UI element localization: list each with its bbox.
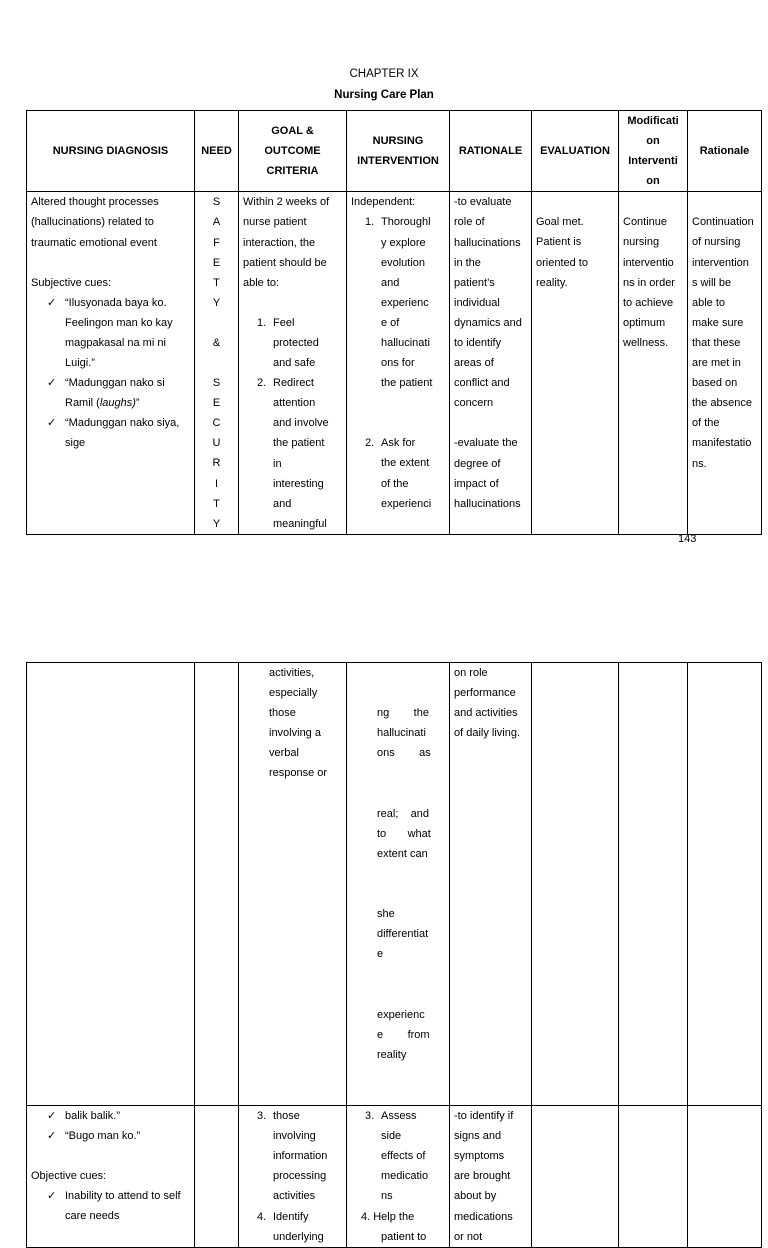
page-number: 143 (678, 533, 697, 545)
table-row (27, 192, 762, 535)
rationale-2-cell (688, 1106, 762, 1248)
header-need: NEED (195, 111, 239, 192)
table-row (27, 663, 762, 1106)
header-nursing-diagnosis: NURSING DIAGNOSIS (27, 111, 195, 192)
need-cell (195, 1106, 239, 1248)
modification-cell (619, 1106, 688, 1248)
check-icon: ✓ (47, 296, 57, 309)
chapter-heading: CHAPTER IX (349, 68, 419, 80)
rationale-2-cell: Continuation of nursing intervention s will be able to make sure that these are met in based on the absence of the manifestatio ns. (688, 192, 762, 535)
rationale-cell: -to identify if signs and symptoms are brought about by medications or not (450, 1106, 532, 1248)
objective-cues-label: Objective cues: (31, 1170, 107, 1183)
cue-item: ✓ balik balik.” (47, 1106, 190, 1126)
goal-cell (239, 1106, 347, 1248)
modification-cell (619, 663, 688, 1106)
rationale-cell: on role performance and activities of daily living. (450, 663, 532, 1106)
header-goal: GOAL & OUTCOME CRITERIA (239, 111, 347, 192)
goal-cell: activities, especially those involving a verbal response or (239, 663, 347, 1106)
evaluation-cell (532, 1106, 619, 1248)
nursing-care-plan-table (26, 110, 762, 535)
goal-cell: Within 2 weeks of nurse patient interaction, the patient should be able to: 1. Feel protected and safe 2. Redirect attention and involve the patient in interesting and meaningful (239, 192, 347, 535)
intervention-cell: ng the hallucinati ons as real; and to what extent can she differentiat e experienc e from reality (347, 663, 450, 1106)
check-icon: ✓ (47, 377, 57, 390)
cue-item: ✓ “Madunggan nako si Ramil (laughs)” (47, 373, 190, 413)
check-icon: ✓ (47, 417, 57, 430)
goal-item: 4. Identify underlying (257, 1210, 324, 1243)
header-intervention: NURSING INTERVENTION (347, 111, 450, 192)
cue-item: ✓ “Ilusyonada baya ko. Feelingon man ko kay magpakasal na mi ni Luigi.” (47, 293, 190, 373)
goal-item: 2. Redirect attention and involve the patient in interesting and meaningful (257, 377, 329, 530)
check-icon: ✓ (47, 1110, 57, 1123)
check-icon: ✓ (47, 1130, 57, 1143)
need-cell: S A F E T Y & S E C U R I T Y (195, 192, 239, 535)
intervention-cell: Independent: 1. Thoroughl y explore evolution and experienc e of hallucinati ons for the patient 2. Ask for the extent of the experienci (347, 192, 450, 535)
nursing-care-plan-table-continued (26, 662, 762, 1248)
modification-cell: Continue nursing interventio ns in order to achieve optimum wellness. (619, 192, 688, 535)
diagnosis-cell (27, 663, 195, 1106)
cue-item: ✓ Inability to attend to self care needs (47, 1186, 190, 1226)
table-header-row (27, 111, 762, 192)
goal-item: 3. those involving information processing activities (257, 1110, 328, 1203)
intervention-cell (347, 1106, 450, 1248)
evaluation-cell: Goal met. Patient is oriented to reality. (532, 192, 619, 535)
intervention-item: 4. Help the patient to (361, 1210, 427, 1243)
header-rationale: RATIONALE (450, 111, 532, 192)
cue-item: ✓ “Madunggan nako siya, sige (47, 413, 190, 453)
header-modification: Modificati on Interventi on (619, 111, 688, 192)
cue-item: ✓ “Bugo man ko.” (47, 1126, 190, 1146)
subjective-cues-label: Subjective cues: (31, 276, 112, 289)
rationale-cell: -to evaluate role of hallucinations in the patient’s individual dynamics and to identify areas of conflict and concern -evaluate the degree of impact of hallucinations (450, 192, 532, 535)
intervention-item: 1. Thoroughl y explore evolution and experienc e of hallucinati ons for the patient (365, 216, 433, 390)
intervention-item: 3. Assess side effects of medicatio ns (365, 1110, 429, 1203)
diagnosis-cell (27, 1106, 195, 1248)
rationale-2-cell (688, 663, 762, 1106)
table-row (27, 1106, 762, 1248)
need-cell (195, 663, 239, 1106)
goal-item: 1. Feel protected and safe (257, 316, 319, 370)
diagnosis-cell: Altered thought processes (hallucinations) related to traumatic emotional event Subjective cues: ✓ “Ilusyonada baya ko. Feelingon man ko kay magpakasal na mi ni Luigi.” ✓ “Madunggan nako si Ramil (laughs)” ✓ “Madunggan nako siya, sige (27, 192, 195, 535)
page-title: Nursing Care Plan (334, 89, 434, 101)
header-evaluation: EVALUATION (532, 111, 619, 192)
evaluation-cell (532, 663, 619, 1106)
header-rationale-2: Rationale (688, 111, 762, 192)
intervention-item: 2. Ask for the extent of the experienci (365, 437, 432, 510)
check-icon: ✓ (47, 1190, 57, 1203)
